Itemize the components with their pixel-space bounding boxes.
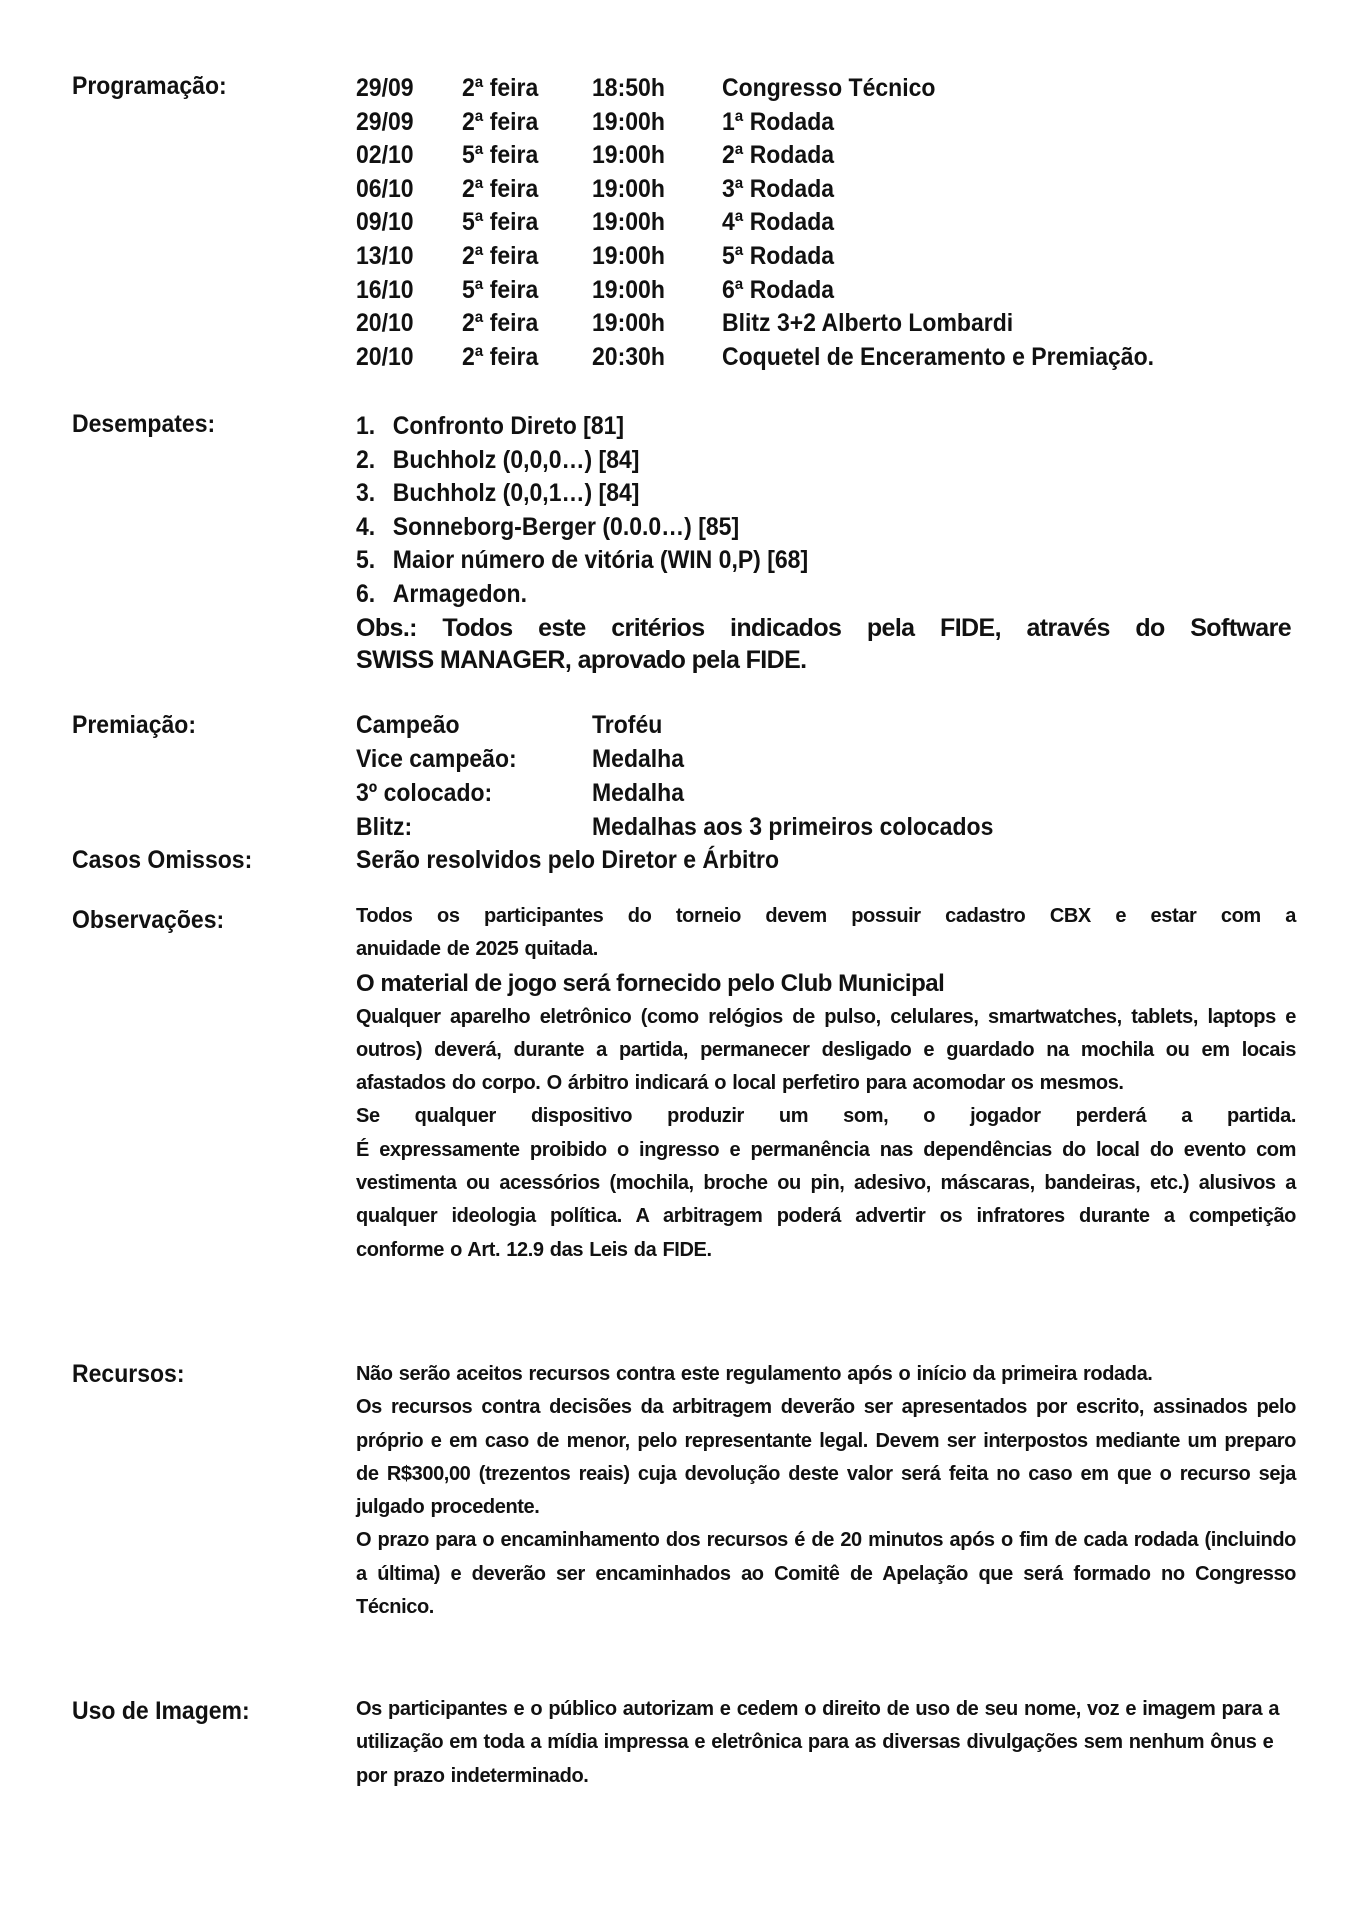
tiebreak-observation — [356, 612, 1291, 676]
schedule-day: 2ª feira — [462, 309, 539, 338]
schedule-time: 19:00h — [592, 141, 665, 170]
tiebreak-number: 3. — [356, 479, 376, 507]
schedule-day: 2ª feira — [462, 107, 539, 136]
section-label-uso-imagem: Uso de Imagem: — [72, 1697, 250, 1725]
tiebreak-text: Confronto Direto [81] — [392, 412, 625, 440]
tiebreak-item — [356, 444, 1221, 478]
prize-place: Blitz: — [356, 813, 413, 841]
schedule-event: 6ª Rodada — [722, 275, 835, 304]
schedule-event: 3ª Rodada — [722, 174, 835, 203]
schedule-event: 4ª Rodada — [722, 208, 835, 237]
tiebreak-item — [356, 544, 1221, 578]
tiebreak-number: 4. — [356, 512, 376, 541]
schedule-day: 5ª feira — [462, 208, 539, 237]
tiebreak-item — [356, 477, 1221, 511]
tiebreak-item — [356, 410, 1221, 444]
tiebreak-text: Sonneborg-Berger (0.0.0…) [85] — [392, 512, 740, 541]
recursos-paragraph: O prazo para o encaminhamento dos recursos é de 20 minutos após o fim de cada rodada (incluindo a última) e deverão ser encaminhados ao Comitê de Apelação que será formado no Congresso Técnico. — [356, 1529, 1296, 1619]
tiebreak-text: Buchholz (0,0,0…) [84] — [392, 445, 640, 474]
observacoes-paragraph-conduct — [356, 1100, 1296, 1266]
schedule-event: 2ª Rodada — [722, 141, 835, 170]
schedule-event: Congresso Técnico — [722, 74, 936, 102]
uso-imagem-paragraph: Os participantes e o público autorizam e cedem o direito de uso de seu nome, voz e imagem para a utilização em toda a mídia impressa e eletrônica para as diversas divulgações sem nenhum ônus e por prazo indeterminado. — [356, 1698, 1280, 1787]
schedule-event: Blitz 3+2 Alberto Lombardi — [722, 309, 1014, 338]
prize-place: Vice campeão: — [356, 745, 517, 773]
tiebreak-number: 1. — [356, 412, 376, 440]
section-label-recursos: Recursos: — [72, 1360, 185, 1388]
recursos-paragraph: Os recursos contra decisões da arbitragem deverão ser apresentados por escrito, assinados pelo próprio e em caso de menor, pelo representante legal. Devem ser interpostos mediante um preparo de R$300,00 (trezentos reais) cuja devolução deste valor será feita no caso em que o recurso seja julgado procedente. — [356, 1396, 1296, 1519]
schedule-date: 20/10 — [356, 309, 414, 338]
section-label-observacoes: Observações: — [72, 906, 225, 934]
section-label-casos-omissos: Casos Omissos: — [72, 846, 253, 874]
schedule-event: Coquetel de Enceramento e Premiação. — [722, 342, 1155, 371]
schedule-date: 29/09 — [356, 74, 414, 102]
observacoes-paragraph-material: O material de jogo será fornecido pelo Club Municipal — [356, 969, 945, 997]
tiebreak-item — [356, 511, 1221, 545]
schedule-date: 20/10 — [356, 342, 414, 371]
tiebreak-text: Maior número de vitória (WIN 0,P) [68] — [392, 546, 809, 574]
paragraph-text: É expressamente proibido o ingresso e permanência nas dependências do local do evento com vestimenta ou acessórios (mochila, broche ou pin, adesivo, máscaras, bandeiras, etc.) alusivos a qualquer ideologia política. A arbitragem poderá advertir os infratores durante a competição conforme o Art. 12.9 das Leis da FIDE. — [356, 1138, 1296, 1261]
uso-imagem-block — [356, 1693, 1296, 1793]
schedule-time: 19:00h — [592, 174, 665, 203]
schedule-date: 16/10 — [356, 275, 414, 304]
tiebreak-text: Buchholz (0,0,1…) [84] — [392, 479, 640, 507]
observation-line: Obs.: Todos este critérios indicados pela FIDE, através do Software — [356, 614, 1291, 642]
schedule-event: 1ª Rodada — [722, 107, 835, 136]
schedule-day: 2ª feira — [462, 174, 539, 203]
tiebreak-text: Armagedon. — [392, 579, 527, 608]
prize-award: Medalhas aos 3 primeiros colocados — [592, 813, 994, 841]
tiebreak-list — [356, 410, 1296, 676]
section-label-desempates: Desempates: — [72, 410, 216, 438]
tiebreak-item — [356, 578, 1221, 612]
observation-line: SWISS MANAGER, aprovado pela FIDE. — [356, 646, 807, 674]
schedule-time: 20:30h — [592, 342, 665, 371]
schedule-time: 19:00h — [592, 208, 665, 237]
paragraph-line: Todos os participantes do torneio devem possuir cadastro CBX e estar com a — [356, 905, 1296, 927]
observacoes-block — [356, 900, 1296, 1267]
tiebreak-number: 2. — [356, 445, 376, 474]
schedule-day: 5ª feira — [462, 275, 539, 304]
prize-award: Medalha — [592, 779, 685, 807]
schedule-date: 06/10 — [356, 174, 414, 203]
schedule-date: 29/09 — [356, 107, 414, 136]
schedule-date: 13/10 — [356, 241, 414, 270]
paragraph-line: anuidade de 2025 quitada. — [356, 938, 598, 961]
schedule-date: 09/10 — [356, 208, 414, 237]
observacoes-paragraph — [356, 900, 1296, 967]
casos-omissos-text: Serão resolvidos pelo Diretor e Árbitro — [356, 846, 780, 874]
tiebreak-number: 5. — [356, 546, 376, 574]
tiebreak-number: 6. — [356, 579, 376, 608]
schedule-date: 02/10 — [356, 141, 414, 170]
schedule-time: 19:00h — [592, 241, 665, 270]
section-label-premiacao: Premiação: — [72, 711, 197, 739]
schedule-day: 2ª feira — [462, 241, 539, 270]
schedule-day: 2ª feira — [462, 74, 539, 102]
prize-award: Troféu — [592, 711, 663, 739]
schedule-time: 19:00h — [592, 309, 665, 338]
paragraph-line: Se qualquer dispositivo produzir um som, o jogador perderá a partida. — [356, 1105, 1296, 1128]
recursos-paragraph: Não serão aceitos recursos contra este regulamento após o início da primeira rodada. — [356, 1363, 1153, 1385]
schedule-time: 19:00h — [592, 275, 665, 304]
schedule-time: 19:00h — [592, 107, 665, 136]
recursos-block — [356, 1358, 1296, 1624]
prize-place: 3º colocado: — [356, 779, 493, 807]
prize-award: Medalha — [592, 745, 685, 773]
schedule-day: 5ª feira — [462, 141, 539, 170]
schedule-event: 5ª Rodada — [722, 241, 835, 270]
schedule-time: 18:50h — [592, 74, 665, 102]
observacoes-paragraph-devices: Qualquer aparelho eletrônico (como relógios de pulso, celulares, smartwatches, tablets, laptops e outros) deverá, durante a partida, permanecer desligado e guardado na mochila ou em locais afastados do corpo. O árbitro indicará o local perfetiro para acomodar os mesmos. — [356, 1005, 1296, 1095]
schedule-day: 2ª feira — [462, 342, 539, 371]
section-label-programacao: Programação: — [72, 72, 227, 100]
prize-place: Campeão — [356, 711, 460, 739]
